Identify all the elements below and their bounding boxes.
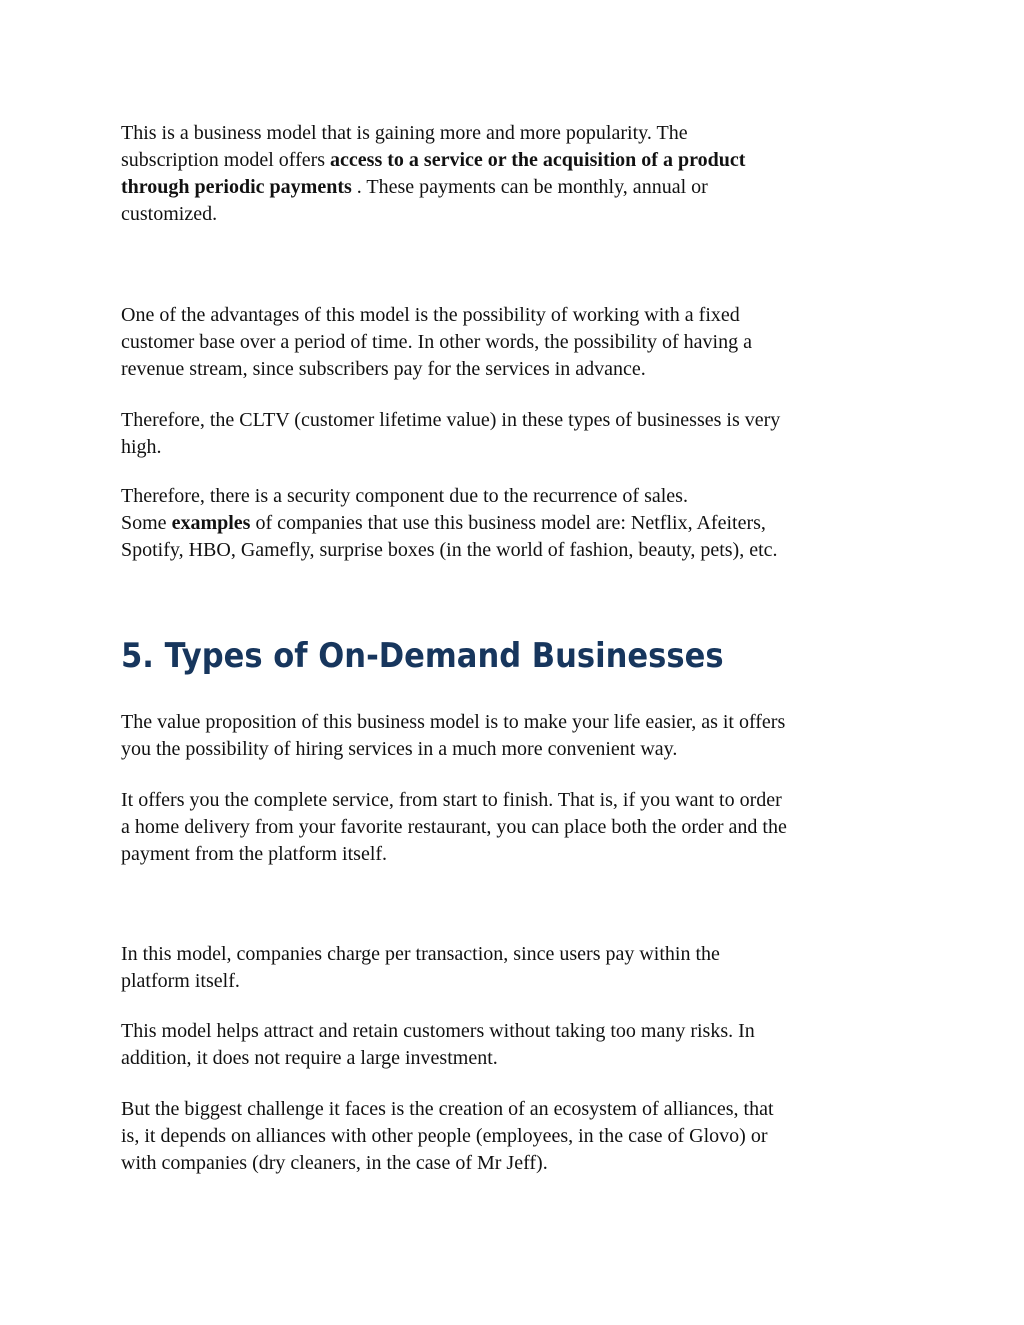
value-proposition-paragraph (121, 709, 911, 763)
text-line: payment from the platform itself. (121, 843, 388, 865)
text-line: you the possibility of hiring services in a much more convenient way. (121, 738, 678, 760)
challenge-paragraph (121, 1096, 911, 1177)
text-run: of companies that use this business model are: Netflix, Afeiters, (250, 512, 766, 534)
advantages-paragraph (121, 302, 911, 383)
text-line: high. (121, 436, 162, 458)
bold-text: examples (171, 512, 251, 534)
text-line: This model helps attract and retain customers without taking too many risks. In (121, 1020, 755, 1042)
text-line: revenue stream, since subscribers pay for the services in advance. (121, 358, 646, 380)
text-run: Some (121, 512, 172, 534)
text-line: This is a business model that is gaining more and more popularity. The (121, 122, 688, 144)
text-line: customer base over a period of time. In other words, the possibility of having a (121, 331, 752, 353)
text-line: is, it depends on alliances with other people (employees, in the case of Glovo) or (121, 1125, 768, 1147)
transaction-paragraph (121, 941, 911, 995)
subscription-model-paragraph (121, 120, 911, 228)
section-heading: 5. Types of On-Demand Businesses (121, 636, 724, 676)
cltv-paragraph (121, 407, 911, 461)
text-line: The value proposition of this business model is to make your life easier, as it offers (121, 711, 786, 733)
text-line: One of the advantages of this model is the possibility of working with a fixed (121, 304, 740, 326)
text-run: subscription model offers (121, 149, 331, 171)
text-run: . These payments can be monthly, annual or (351, 176, 708, 198)
text-line: with companies (dry cleaners, in the case of Mr Jeff). (121, 1152, 548, 1174)
examples-paragraph (121, 483, 911, 564)
text-line: It offers you the complete service, from start to finish. That is, if you want to order (121, 789, 782, 811)
bold-text: access to a service or the acquisition of a product (330, 149, 746, 171)
text-line: Therefore, there is a security component due to the recurrence of sales. (121, 485, 688, 507)
text-line: customized. (121, 203, 218, 225)
text-line (121, 510, 911, 537)
text-line: But the biggest challenge it faces is the creation of an ecosystem of alliances, that (121, 1098, 774, 1120)
text-line (121, 174, 911, 201)
complete-service-paragraph (121, 787, 911, 868)
text-line: a home delivery from your favorite restaurant, you can place both the order and the (121, 816, 787, 838)
bold-text: through periodic payments (121, 176, 352, 198)
text-line: Therefore, the CLTV (customer lifetime value) in these types of businesses is very (121, 409, 781, 431)
text-line: addition, it does not require a large investment. (121, 1047, 498, 1069)
text-line (121, 147, 911, 174)
text-line: Spotify, HBO, Gamefly, surprise boxes (in the world of fashion, beauty, pets), etc. (121, 539, 778, 561)
text-line: platform itself. (121, 970, 240, 992)
customers-paragraph (121, 1018, 911, 1072)
text-line: In this model, companies charge per transaction, since users pay within the (121, 943, 720, 965)
